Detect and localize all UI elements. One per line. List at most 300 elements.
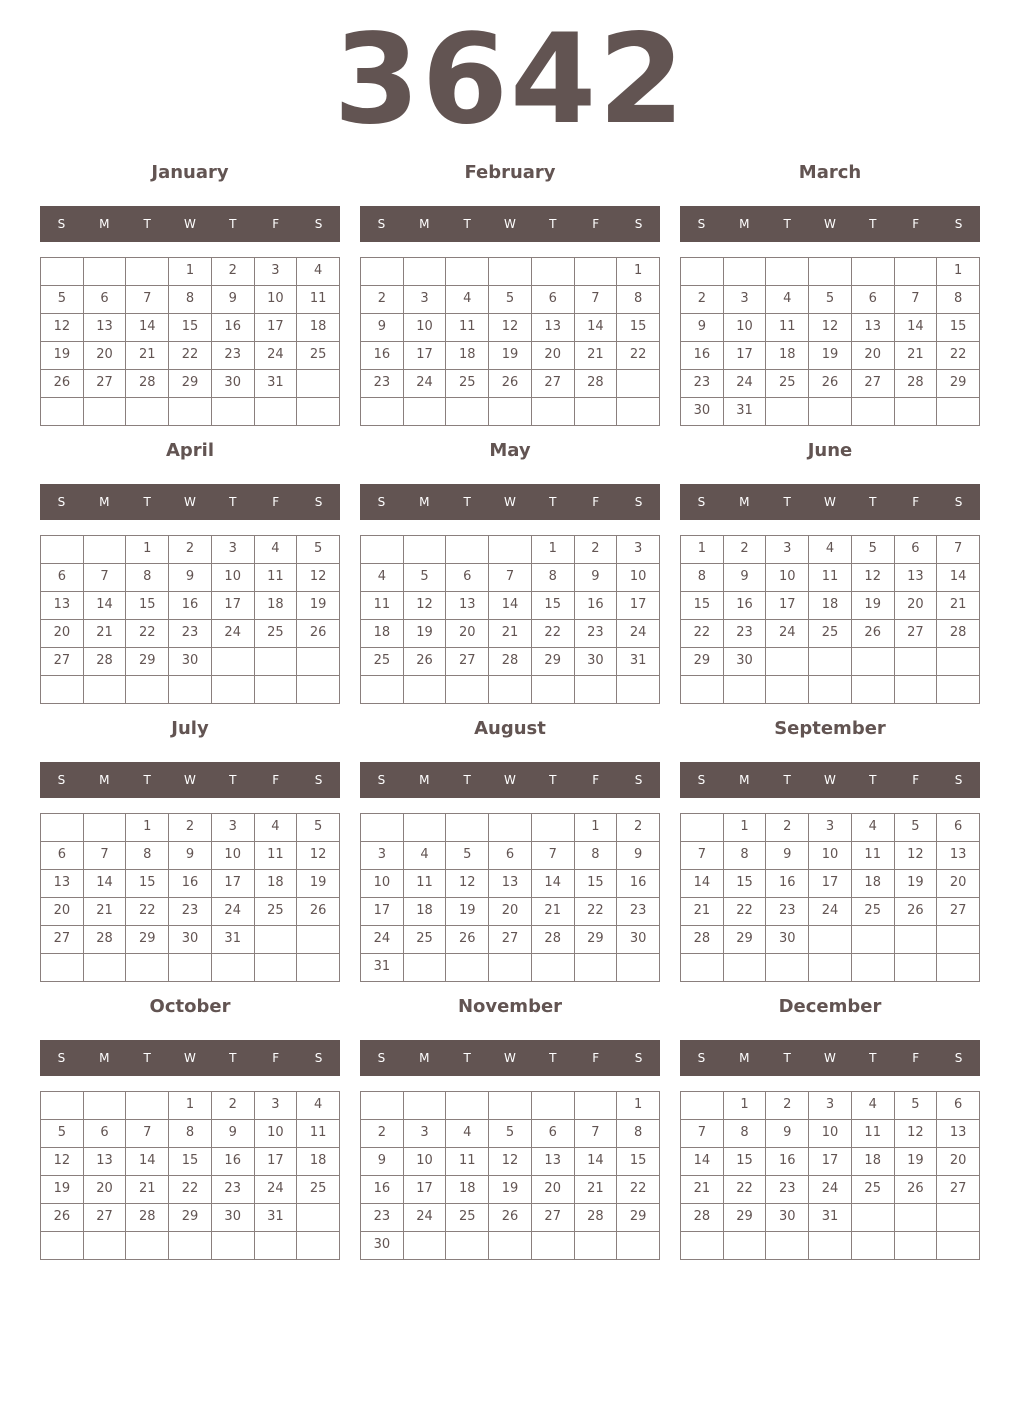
day-cell xyxy=(852,676,895,704)
day-cell: 17 xyxy=(404,1176,447,1204)
day-cell: 6 xyxy=(41,564,84,592)
weekday-label: M xyxy=(419,1051,430,1065)
day-cell: 29 xyxy=(126,648,169,676)
day-cell xyxy=(895,676,938,704)
weekday-label: F xyxy=(592,495,600,509)
day-cell xyxy=(361,1092,404,1120)
day-cell xyxy=(617,676,660,704)
day-cell: 25 xyxy=(809,620,852,648)
weekday-label: S xyxy=(377,495,386,509)
month-november xyxy=(360,990,660,1260)
day-cell: 11 xyxy=(852,1120,895,1148)
day-cell: 24 xyxy=(255,1176,298,1204)
day-cell: 18 xyxy=(297,314,340,342)
day-cell: 9 xyxy=(361,1148,404,1176)
day-cell: 14 xyxy=(575,314,618,342)
day-cell: 13 xyxy=(489,870,532,898)
weekday-label: S xyxy=(314,217,323,231)
day-cell: 14 xyxy=(575,1148,618,1176)
day-cell xyxy=(937,648,980,676)
day-cell: 15 xyxy=(937,314,980,342)
weekday-label: W xyxy=(824,773,836,787)
day-cell: 2 xyxy=(575,536,618,564)
day-cell xyxy=(852,1232,895,1260)
day-cell: 1 xyxy=(126,814,169,842)
day-cell xyxy=(446,1092,489,1120)
month-name: August xyxy=(474,718,546,739)
day-cell xyxy=(446,814,489,842)
day-cell: 8 xyxy=(724,1120,767,1148)
weekday-label: S xyxy=(697,217,706,231)
weekday-label: S xyxy=(954,773,963,787)
day-cell xyxy=(297,926,340,954)
weekday-label: F xyxy=(272,1051,280,1065)
day-cell: 5 xyxy=(41,1120,84,1148)
day-cell xyxy=(937,926,980,954)
day-cell: 18 xyxy=(852,1148,895,1176)
day-cell: 3 xyxy=(404,1120,447,1148)
day-cell: 8 xyxy=(532,564,575,592)
day-cell: 18 xyxy=(766,342,809,370)
day-cell xyxy=(212,1232,255,1260)
day-cell: 5 xyxy=(852,536,895,564)
day-cell xyxy=(575,258,618,286)
day-cell: 16 xyxy=(361,342,404,370)
day-cell xyxy=(404,1092,447,1120)
day-cell: 27 xyxy=(895,620,938,648)
day-cell: 17 xyxy=(255,1148,298,1176)
day-cell xyxy=(809,954,852,982)
day-cell: 9 xyxy=(575,564,618,592)
day-cell xyxy=(532,1092,575,1120)
weekday-label: S xyxy=(954,1051,963,1065)
day-cell: 15 xyxy=(724,1148,767,1176)
day-grid xyxy=(680,813,980,982)
day-cell: 8 xyxy=(724,842,767,870)
day-cell: 28 xyxy=(84,648,127,676)
day-cell xyxy=(724,1232,767,1260)
day-cell: 14 xyxy=(532,870,575,898)
day-cell: 29 xyxy=(169,370,212,398)
day-cell xyxy=(126,676,169,704)
day-cell: 5 xyxy=(489,1120,532,1148)
day-cell xyxy=(489,258,532,286)
weekday-label: T xyxy=(463,495,471,509)
day-cell: 28 xyxy=(681,1204,724,1232)
day-cell: 13 xyxy=(41,870,84,898)
weekday-label: W xyxy=(504,773,516,787)
day-cell: 25 xyxy=(852,1176,895,1204)
day-cell: 26 xyxy=(809,370,852,398)
day-cell: 8 xyxy=(937,286,980,314)
day-cell: 4 xyxy=(297,258,340,286)
day-cell xyxy=(617,1232,660,1260)
weekday-label: F xyxy=(912,217,920,231)
day-cell: 21 xyxy=(681,898,724,926)
day-cell: 24 xyxy=(404,370,447,398)
day-cell: 1 xyxy=(681,536,724,564)
day-cell: 13 xyxy=(41,592,84,620)
day-cell: 3 xyxy=(212,536,255,564)
day-cell: 19 xyxy=(41,342,84,370)
day-cell: 12 xyxy=(895,842,938,870)
day-cell: 3 xyxy=(255,1092,298,1120)
weekday-label: T xyxy=(229,495,237,509)
day-cell: 5 xyxy=(895,1092,938,1120)
day-cell xyxy=(446,398,489,426)
day-cell: 3 xyxy=(404,286,447,314)
weekday-label: S xyxy=(954,217,963,231)
day-cell: 21 xyxy=(937,592,980,620)
day-cell xyxy=(724,954,767,982)
day-cell: 23 xyxy=(361,1204,404,1232)
day-cell: 24 xyxy=(361,926,404,954)
month-name: November xyxy=(457,996,563,1017)
day-cell xyxy=(255,926,298,954)
day-cell: 14 xyxy=(84,592,127,620)
day-cell: 10 xyxy=(404,1148,447,1176)
day-cell: 5 xyxy=(297,814,340,842)
day-cell: 8 xyxy=(617,286,660,314)
day-cell xyxy=(937,954,980,982)
weekday-label: T xyxy=(549,495,557,509)
day-cell: 15 xyxy=(169,314,212,342)
day-cell: 29 xyxy=(126,926,169,954)
weekday-label: F xyxy=(912,495,920,509)
weekday-label: S xyxy=(697,495,706,509)
day-cell: 31 xyxy=(255,1204,298,1232)
day-cell: 9 xyxy=(169,564,212,592)
day-cell: 16 xyxy=(575,592,618,620)
weekday-label: M xyxy=(739,495,750,509)
day-cell xyxy=(446,536,489,564)
day-cell: 1 xyxy=(575,814,618,842)
weekday-header xyxy=(360,206,660,242)
day-cell xyxy=(446,1232,489,1260)
day-cell: 14 xyxy=(126,1148,169,1176)
day-cell xyxy=(532,676,575,704)
day-cell xyxy=(766,954,809,982)
weekday-label: F xyxy=(592,773,600,787)
day-cell: 16 xyxy=(361,1176,404,1204)
day-cell: 18 xyxy=(446,1176,489,1204)
weekday-label: S xyxy=(314,495,323,509)
weekday-label: T xyxy=(783,495,791,509)
day-cell: 27 xyxy=(532,1204,575,1232)
day-cell: 7 xyxy=(681,842,724,870)
day-cell: 15 xyxy=(532,592,575,620)
day-grid xyxy=(40,535,340,704)
day-cell: 13 xyxy=(446,592,489,620)
day-cell: 9 xyxy=(766,1120,809,1148)
day-cell: 15 xyxy=(126,592,169,620)
day-cell: 22 xyxy=(169,342,212,370)
day-cell xyxy=(41,536,84,564)
day-cell xyxy=(41,954,84,982)
day-cell: 19 xyxy=(297,870,340,898)
weekday-label: T xyxy=(143,773,151,787)
weekday-label: T xyxy=(229,773,237,787)
day-cell: 21 xyxy=(126,342,169,370)
day-cell xyxy=(297,370,340,398)
day-cell xyxy=(852,954,895,982)
day-cell: 23 xyxy=(766,898,809,926)
day-cell xyxy=(489,814,532,842)
weekday-label: S xyxy=(634,773,643,787)
day-cell xyxy=(852,926,895,954)
day-cell xyxy=(809,926,852,954)
day-cell: 27 xyxy=(937,898,980,926)
day-cell: 7 xyxy=(575,1120,618,1148)
day-cell xyxy=(766,398,809,426)
day-cell xyxy=(404,258,447,286)
day-cell: 13 xyxy=(84,314,127,342)
weekday-label: T xyxy=(143,217,151,231)
day-cell: 30 xyxy=(617,926,660,954)
day-grid xyxy=(680,257,980,426)
day-cell: 14 xyxy=(126,314,169,342)
weekday-label: T xyxy=(143,1051,151,1065)
day-cell: 19 xyxy=(895,1148,938,1176)
day-cell xyxy=(617,954,660,982)
day-cell xyxy=(532,258,575,286)
month-name: July xyxy=(171,718,209,739)
weekday-label: W xyxy=(504,1051,516,1065)
day-cell: 20 xyxy=(937,1148,980,1176)
day-cell: 22 xyxy=(681,620,724,648)
day-cell: 6 xyxy=(41,842,84,870)
day-cell: 19 xyxy=(404,620,447,648)
weekday-header xyxy=(40,206,340,242)
day-cell xyxy=(126,398,169,426)
day-cell xyxy=(297,676,340,704)
day-cell: 1 xyxy=(617,1092,660,1120)
day-cell: 18 xyxy=(809,592,852,620)
day-cell: 13 xyxy=(852,314,895,342)
weekday-label: T xyxy=(463,217,471,231)
day-cell xyxy=(937,1204,980,1232)
day-cell xyxy=(895,1204,938,1232)
day-cell: 9 xyxy=(361,314,404,342)
day-cell: 2 xyxy=(169,814,212,842)
day-cell: 21 xyxy=(681,1176,724,1204)
day-cell: 10 xyxy=(724,314,767,342)
day-cell: 15 xyxy=(169,1148,212,1176)
day-cell: 23 xyxy=(212,342,255,370)
day-cell: 2 xyxy=(724,536,767,564)
day-cell: 5 xyxy=(297,536,340,564)
day-cell: 24 xyxy=(617,620,660,648)
weekday-label: T xyxy=(463,1051,471,1065)
day-cell: 22 xyxy=(724,1176,767,1204)
day-cell: 7 xyxy=(532,842,575,870)
day-cell: 23 xyxy=(169,898,212,926)
day-cell: 7 xyxy=(575,286,618,314)
month-name: December xyxy=(778,996,882,1017)
day-cell: 15 xyxy=(617,314,660,342)
day-cell: 10 xyxy=(255,1120,298,1148)
day-cell: 4 xyxy=(446,286,489,314)
weekday-label: S xyxy=(697,773,706,787)
day-cell: 12 xyxy=(41,314,84,342)
weekday-label: T xyxy=(229,1051,237,1065)
day-cell: 12 xyxy=(895,1120,938,1148)
day-cell xyxy=(895,1232,938,1260)
day-cell: 31 xyxy=(809,1204,852,1232)
day-cell: 3 xyxy=(212,814,255,842)
day-cell xyxy=(575,954,618,982)
day-cell: 19 xyxy=(297,592,340,620)
month-march xyxy=(680,156,980,426)
day-cell: 22 xyxy=(937,342,980,370)
day-cell: 6 xyxy=(937,1092,980,1120)
day-cell xyxy=(617,398,660,426)
day-cell: 12 xyxy=(404,592,447,620)
day-cell: 19 xyxy=(895,870,938,898)
day-cell xyxy=(937,398,980,426)
month-name: June xyxy=(807,440,853,461)
day-cell: 5 xyxy=(446,842,489,870)
day-cell xyxy=(489,398,532,426)
weekday-label: F xyxy=(272,773,280,787)
day-cell: 14 xyxy=(937,564,980,592)
day-cell: 22 xyxy=(532,620,575,648)
day-cell xyxy=(126,1092,169,1120)
day-cell: 31 xyxy=(255,370,298,398)
weekday-label: W xyxy=(824,495,836,509)
day-cell: 17 xyxy=(766,592,809,620)
day-cell: 26 xyxy=(852,620,895,648)
month-name: May xyxy=(489,440,531,461)
day-cell: 24 xyxy=(212,620,255,648)
day-cell: 23 xyxy=(724,620,767,648)
day-cell: 12 xyxy=(489,1148,532,1176)
month-september xyxy=(680,712,980,982)
day-cell xyxy=(84,258,127,286)
day-cell: 14 xyxy=(84,870,127,898)
day-cell: 9 xyxy=(724,564,767,592)
day-cell xyxy=(212,954,255,982)
day-cell xyxy=(126,1232,169,1260)
day-cell xyxy=(489,536,532,564)
day-cell xyxy=(575,1092,618,1120)
day-cell: 10 xyxy=(212,564,255,592)
day-cell: 23 xyxy=(361,370,404,398)
day-cell xyxy=(41,1092,84,1120)
day-cell xyxy=(169,1232,212,1260)
day-cell: 29 xyxy=(937,370,980,398)
day-cell: 2 xyxy=(766,814,809,842)
weekday-label: S xyxy=(634,495,643,509)
day-cell: 4 xyxy=(255,536,298,564)
day-cell xyxy=(446,258,489,286)
day-cell xyxy=(84,398,127,426)
weekday-label: T xyxy=(463,773,471,787)
weekday-header xyxy=(40,1040,340,1076)
day-cell: 22 xyxy=(126,898,169,926)
day-cell: 5 xyxy=(41,286,84,314)
weekday-header xyxy=(680,762,980,798)
day-cell: 27 xyxy=(852,370,895,398)
month-july xyxy=(40,712,340,982)
day-cell: 18 xyxy=(404,898,447,926)
day-cell xyxy=(809,398,852,426)
day-cell: 29 xyxy=(724,1204,767,1232)
day-cell: 26 xyxy=(895,898,938,926)
day-cell xyxy=(681,1092,724,1120)
day-cell: 20 xyxy=(446,620,489,648)
day-cell xyxy=(681,676,724,704)
day-cell: 8 xyxy=(169,286,212,314)
day-cell: 1 xyxy=(617,258,660,286)
day-cell: 21 xyxy=(895,342,938,370)
day-cell: 20 xyxy=(84,1176,127,1204)
day-cell: 25 xyxy=(361,648,404,676)
day-cell xyxy=(895,954,938,982)
day-cell: 20 xyxy=(852,342,895,370)
day-cell xyxy=(84,954,127,982)
day-cell xyxy=(361,676,404,704)
day-cell: 19 xyxy=(809,342,852,370)
day-cell: 18 xyxy=(852,870,895,898)
day-cell: 1 xyxy=(724,1092,767,1120)
day-cell: 30 xyxy=(575,648,618,676)
day-cell: 27 xyxy=(937,1176,980,1204)
weekday-label: M xyxy=(739,217,750,231)
day-cell: 30 xyxy=(724,648,767,676)
day-cell: 17 xyxy=(724,342,767,370)
day-cell: 31 xyxy=(361,954,404,982)
day-cell: 21 xyxy=(489,620,532,648)
day-cell: 18 xyxy=(297,1148,340,1176)
day-cell: 30 xyxy=(169,648,212,676)
day-cell: 25 xyxy=(852,898,895,926)
weekday-label: M xyxy=(419,773,430,787)
day-cell: 13 xyxy=(532,314,575,342)
day-cell: 28 xyxy=(489,648,532,676)
day-cell xyxy=(41,814,84,842)
day-cell xyxy=(766,648,809,676)
day-cell: 21 xyxy=(126,1176,169,1204)
day-cell xyxy=(297,1204,340,1232)
day-cell xyxy=(255,954,298,982)
day-cell: 10 xyxy=(766,564,809,592)
month-name: September xyxy=(774,718,886,739)
day-cell: 4 xyxy=(446,1120,489,1148)
day-cell: 25 xyxy=(255,898,298,926)
weekday-label: M xyxy=(99,495,110,509)
day-cell: 8 xyxy=(126,564,169,592)
day-grid xyxy=(680,535,980,704)
day-cell: 29 xyxy=(532,648,575,676)
weekday-label: T xyxy=(783,773,791,787)
day-cell: 22 xyxy=(617,1176,660,1204)
day-cell xyxy=(575,1232,618,1260)
day-cell: 24 xyxy=(724,370,767,398)
day-cell: 23 xyxy=(617,898,660,926)
day-cell xyxy=(84,536,127,564)
day-cell xyxy=(575,398,618,426)
day-cell: 16 xyxy=(169,870,212,898)
weekday-header xyxy=(680,206,980,242)
day-cell xyxy=(489,1232,532,1260)
day-cell: 15 xyxy=(126,870,169,898)
day-grid xyxy=(360,257,660,426)
day-cell xyxy=(852,398,895,426)
day-cell: 11 xyxy=(809,564,852,592)
weekday-label: F xyxy=(272,495,280,509)
day-cell: 13 xyxy=(84,1148,127,1176)
